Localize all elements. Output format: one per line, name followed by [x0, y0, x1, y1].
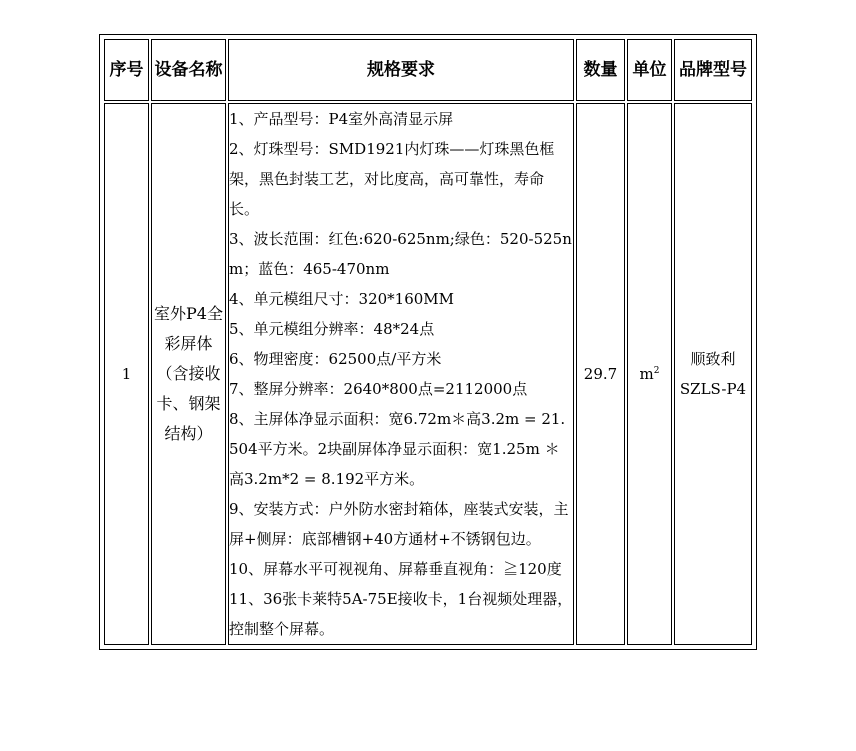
header-brand-model: 品牌型号: [674, 39, 752, 101]
cell-brand-model: [674, 103, 752, 645]
header-quantity: 数量: [576, 39, 625, 101]
spec-item-11: 11、36张卡莱特5A-75E接收卡，1台视频处理器，控制整个屏幕。: [229, 590, 573, 638]
spec-item-8: 8、主屏体净显示面积：宽6.72m＊高3.2m = 21.504平方米。2块副屏体净显示面积：宽1.25m ＊ 高3.2m*2 = 8.192平方米。: [229, 410, 566, 488]
unit-superscript: 2: [653, 366, 660, 376]
spec-item-3: 3、波长范围：红色:620-625nm;绿色：520-525nm；蓝色：465-470nm: [229, 230, 572, 278]
table-row: [104, 103, 752, 645]
header-spec: 规格要求: [228, 39, 574, 101]
spec-item-9: 9、安装方式：户外防水密封箱体，座装式安装，主屏+侧屏：底部槽钢+40方通材+不锈钢包边。: [229, 500, 569, 548]
spec-item-2: 2、灯珠型号：SMD1921内灯珠——灯珠黑色框架，黑色封装工艺，对比度高，高可靠性，寿命长。: [229, 140, 555, 218]
spec-item-10: 10、屏幕水平可视视角、屏幕垂直视角：≧120度: [229, 560, 562, 578]
cell-unit: [627, 103, 672, 645]
header-index: 序号: [104, 39, 149, 101]
cell-quantity: 29.7: [576, 103, 625, 645]
unit-base: m: [639, 365, 654, 383]
header-row: [104, 39, 752, 101]
equipment-spec-table: [99, 34, 757, 650]
spec-item-4: 4、单元模组尺寸：320*160MM: [229, 290, 455, 308]
header-unit: 单位: [627, 39, 672, 101]
cell-spec: [228, 103, 574, 645]
cell-device-name: 室外P4全彩屏体（含接收卡、钢架结构）: [151, 103, 226, 645]
brand-name: 顺致利: [690, 350, 736, 368]
brand-model: SZLS-P4: [679, 380, 747, 398]
spec-item-5: 5、单元模组分辨率：48*24点: [229, 320, 435, 338]
spec-item-6: 6、物理密度：62500点/平方米: [229, 350, 442, 368]
spec-item-7: 7、整屏分辨率：2640*800点=2112000点: [229, 380, 528, 398]
spec-item-1: 1、产品型号：P4室外高清显示屏: [229, 110, 454, 128]
cell-index: 1: [104, 103, 149, 645]
header-device-name: 设备名称: [151, 39, 226, 101]
